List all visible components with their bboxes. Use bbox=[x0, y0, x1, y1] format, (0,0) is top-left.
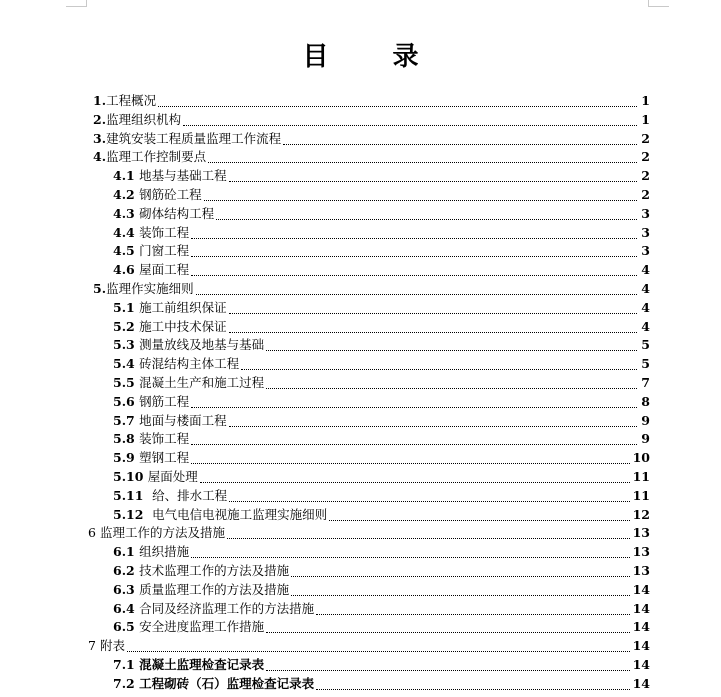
toc-entry-title: 装饰工程 bbox=[139, 431, 190, 447]
toc-entry[interactable] bbox=[88, 637, 650, 655]
toc-entry[interactable] bbox=[113, 430, 650, 448]
toc-entry-number: 4.1 bbox=[113, 168, 140, 184]
toc-entry-number: 7.1 bbox=[113, 657, 140, 672]
toc-entry-number: 5.7 bbox=[113, 412, 140, 428]
toc-entry-page: 3 bbox=[641, 205, 650, 221]
toc-title-char-1: 目 bbox=[302, 42, 329, 72]
toc-entry-number: 4.2 bbox=[113, 187, 140, 202]
toc-entry[interactable] bbox=[93, 92, 650, 110]
toc-entry-title: 混凝土监理检查记录表 bbox=[139, 657, 265, 672]
toc-entry-title: 监理工作控制要点 bbox=[106, 149, 207, 165]
toc-entry-title: 砌体结构工程 bbox=[139, 205, 215, 221]
toc-entry-page: 9 bbox=[641, 412, 650, 428]
toc-entry[interactable] bbox=[93, 111, 650, 129]
toc-entry-title: 塑钢工程 bbox=[139, 450, 190, 466]
toc-dot-leader bbox=[266, 631, 629, 633]
toc-entry-number: 6 bbox=[88, 525, 100, 541]
toc-entry[interactable] bbox=[113, 449, 650, 467]
toc-entry[interactable] bbox=[113, 506, 650, 524]
toc-dot-leader bbox=[191, 462, 629, 464]
toc-entry-title: 屋面处理 bbox=[147, 469, 198, 484]
toc-entry-page: 10 bbox=[632, 450, 650, 466]
toc-entry-page: 1 bbox=[641, 111, 650, 127]
toc-entry-page: 13 bbox=[632, 544, 650, 560]
toc-entry[interactable] bbox=[113, 543, 650, 561]
toc-entry-number: 5.6 bbox=[113, 393, 140, 409]
toc-entry-page: 14 bbox=[632, 638, 650, 654]
toc-dot-leader bbox=[216, 218, 637, 220]
toc-entry[interactable] bbox=[93, 280, 650, 298]
toc-dot-leader bbox=[191, 274, 637, 276]
toc-entry-page: 14 bbox=[632, 581, 650, 597]
toc-entry[interactable] bbox=[93, 130, 650, 148]
toc-entry[interactable] bbox=[113, 299, 650, 317]
toc-entry-title: 技术监理工作的方法及措施 bbox=[139, 563, 290, 578]
toc-entry-title: 地面与楼面工程 bbox=[139, 412, 227, 428]
toc-dot-leader bbox=[191, 443, 637, 445]
toc-dot-leader bbox=[266, 669, 629, 671]
toc-entry-title: 组织措施 bbox=[139, 544, 190, 560]
toc-entry-title: 监理作实施细则 bbox=[106, 281, 194, 296]
toc-entry-page: 4 bbox=[641, 318, 650, 334]
toc-entry-title: 建筑安装工程质量监理工作流程 bbox=[106, 130, 282, 146]
toc-entry[interactable] bbox=[113, 261, 650, 279]
toc-dot-leader bbox=[191, 556, 629, 558]
toc-entry[interactable] bbox=[113, 318, 650, 336]
toc-entry-title: 钢筋工程 bbox=[139, 393, 190, 409]
toc-entry-number: 4.3 bbox=[113, 205, 140, 221]
toc-entry-page: 2 bbox=[641, 168, 650, 184]
toc-entry[interactable] bbox=[113, 224, 650, 242]
toc-entry-number: 5.8 bbox=[113, 431, 140, 447]
toc-entry-page: 9 bbox=[641, 431, 650, 447]
toc-entry-page: 7 bbox=[641, 375, 650, 390]
toc-entry[interactable] bbox=[113, 487, 650, 505]
toc-dot-leader bbox=[204, 199, 637, 201]
toc-dot-leader bbox=[158, 105, 637, 107]
toc-entry-page: 8 bbox=[641, 393, 650, 409]
toc-entry-number: 6.2 bbox=[113, 563, 140, 578]
toc-dot-leader bbox=[196, 293, 637, 295]
toc-entry-number: 5. bbox=[93, 281, 107, 296]
toc-entry-title: 监理工作的方法及措施 bbox=[99, 525, 225, 541]
toc-entry[interactable] bbox=[113, 600, 650, 618]
toc-entry-title: 钢筋砼工程 bbox=[139, 187, 202, 202]
toc-entry-title: 给、排水工程 bbox=[152, 487, 228, 503]
toc-entry-title: 混凝土生产和施工过程 bbox=[139, 375, 265, 390]
toc-entry-page: 3 bbox=[641, 224, 650, 240]
toc-dot-leader bbox=[229, 331, 637, 333]
page-corner-mark-right bbox=[648, 0, 669, 7]
toc-dot-leader bbox=[229, 180, 637, 182]
toc-entry[interactable] bbox=[113, 336, 650, 354]
toc-entry[interactable] bbox=[113, 468, 650, 486]
toc-entry-number: 5.11 bbox=[113, 487, 153, 503]
toc-title-char-2: 录 bbox=[392, 42, 419, 72]
toc-entry-page: 2 bbox=[641, 130, 650, 146]
toc-entry[interactable] bbox=[113, 562, 650, 580]
toc-dot-leader bbox=[208, 161, 637, 163]
toc-dot-leader bbox=[316, 613, 629, 615]
toc-dot-leader bbox=[241, 368, 637, 370]
toc-entry-number: 4. bbox=[93, 149, 107, 165]
toc-entry-number: 2. bbox=[93, 111, 107, 127]
toc-entry-page: 11 bbox=[632, 487, 650, 503]
toc-dot-leader bbox=[229, 312, 637, 314]
toc-entry-number: 4.6 bbox=[113, 262, 140, 278]
toc-dot-leader bbox=[329, 519, 629, 521]
toc-entry-title: 合同及经济监理工作的方法措施 bbox=[139, 600, 315, 616]
toc-entry-number: 6.5 bbox=[113, 619, 140, 635]
toc-entry-title: 测量放线及地基与基础 bbox=[139, 337, 265, 353]
toc-entry[interactable] bbox=[113, 581, 650, 599]
toc-entry-number: 1. bbox=[93, 93, 107, 108]
toc-dot-leader bbox=[266, 349, 637, 351]
toc-dot-leader bbox=[291, 575, 629, 577]
toc-entry-number: 6.3 bbox=[113, 581, 140, 597]
toc-entry-page: 14 bbox=[632, 619, 650, 635]
toc-entry-number: 3. bbox=[93, 130, 107, 146]
toc-entry-page: 2 bbox=[641, 187, 650, 202]
toc-entry-title: 工程概况 bbox=[106, 93, 157, 108]
toc-entry-page: 1 bbox=[641, 93, 650, 108]
toc-entry-title: 安全进度监理工作措施 bbox=[139, 619, 265, 635]
toc-entry-page: 14 bbox=[632, 675, 650, 691]
toc-entry-title: 电气电信电视施工监理实施细则 bbox=[152, 506, 328, 522]
toc-entry-number: 7.2 bbox=[113, 675, 140, 691]
toc-entry[interactable] bbox=[113, 355, 650, 373]
toc-entry-page: 3 bbox=[641, 243, 650, 259]
toc-entry-title: 施工前组织保证 bbox=[139, 299, 227, 315]
toc-dot-leader bbox=[266, 387, 637, 389]
toc-dot-leader bbox=[227, 537, 630, 539]
toc-dot-leader bbox=[191, 406, 637, 408]
toc-entry-page: 13 bbox=[632, 563, 650, 578]
toc-entry-page: 4 bbox=[641, 262, 650, 278]
page-corner-mark-left bbox=[66, 0, 87, 7]
toc-entry-page: 14 bbox=[632, 600, 650, 616]
toc-entry[interactable] bbox=[88, 524, 650, 542]
toc-entry-title: 砖混结构主体工程 bbox=[139, 356, 240, 372]
toc-entry-title: 附表 bbox=[99, 638, 125, 654]
toc-entry-page: 13 bbox=[632, 525, 650, 541]
toc-entry[interactable] bbox=[113, 393, 650, 411]
toc-dot-leader bbox=[229, 425, 637, 427]
toc-title bbox=[0, 36, 721, 73]
toc-entry-number: 5.5 bbox=[113, 375, 140, 390]
toc-entry-page: 4 bbox=[641, 281, 650, 296]
toc-entry[interactable] bbox=[113, 412, 650, 430]
toc-entry-number: 6.1 bbox=[113, 544, 140, 560]
toc-entry-number: 5.10 bbox=[113, 469, 148, 484]
toc-entry-page: 12 bbox=[632, 506, 650, 522]
toc-dot-leader bbox=[191, 237, 637, 239]
toc-entry-number: 5.2 bbox=[113, 318, 140, 334]
toc-dot-leader bbox=[283, 143, 637, 145]
toc-entry[interactable] bbox=[113, 167, 650, 185]
toc-entry-page: 5 bbox=[641, 356, 650, 372]
toc-entry[interactable] bbox=[113, 205, 650, 223]
toc-entry[interactable] bbox=[113, 656, 650, 674]
toc-entry-title: 屋面工程 bbox=[139, 262, 190, 278]
toc-entry-title: 装饰工程 bbox=[139, 224, 190, 240]
toc-entry[interactable] bbox=[113, 242, 650, 260]
toc-entry-page: 14 bbox=[632, 657, 650, 672]
toc-dot-leader bbox=[291, 594, 629, 596]
toc-entry-title: 地基与基础工程 bbox=[139, 168, 227, 184]
toc-entry-title: 施工中技术保证 bbox=[139, 318, 227, 334]
toc-dot-leader bbox=[191, 255, 637, 257]
toc-entry-number: 4.4 bbox=[113, 224, 140, 240]
toc-entry-number: 5.3 bbox=[113, 337, 140, 353]
toc-entry-page: 11 bbox=[632, 469, 650, 484]
toc-entry-title: 门窗工程 bbox=[139, 243, 190, 259]
toc-entry[interactable] bbox=[113, 618, 650, 636]
toc-entry-title: 质量监理工作的方法及措施 bbox=[139, 581, 290, 597]
toc-entry[interactable] bbox=[113, 374, 650, 392]
toc-entry-number: 7 bbox=[88, 638, 100, 654]
toc-entry-number: 4.5 bbox=[113, 243, 140, 259]
toc-entry-number: 5.4 bbox=[113, 356, 140, 372]
toc-entry-page: 4 bbox=[641, 299, 650, 315]
toc-dot-leader bbox=[200, 481, 630, 483]
toc-entry-title: 监理组织机构 bbox=[106, 111, 182, 127]
toc-entry[interactable] bbox=[93, 148, 650, 166]
toc-entry-title: 工程砌砖（石）监理检查记录表 bbox=[139, 675, 315, 691]
toc-entry-number: 5.9 bbox=[113, 450, 140, 466]
toc-entry-page: 2 bbox=[641, 149, 650, 165]
toc-entry[interactable] bbox=[113, 675, 650, 693]
toc-dot-leader bbox=[183, 124, 637, 126]
toc-dot-leader bbox=[316, 688, 629, 690]
toc-entry[interactable] bbox=[113, 186, 650, 204]
toc-entry-number: 5.12 bbox=[113, 506, 153, 522]
toc-entry-page: 5 bbox=[641, 337, 650, 353]
toc-dot-leader bbox=[127, 650, 630, 652]
toc-entry-number: 5.1 bbox=[113, 299, 140, 315]
toc-entry-number: 6.4 bbox=[113, 600, 140, 616]
toc-dot-leader bbox=[229, 500, 629, 502]
